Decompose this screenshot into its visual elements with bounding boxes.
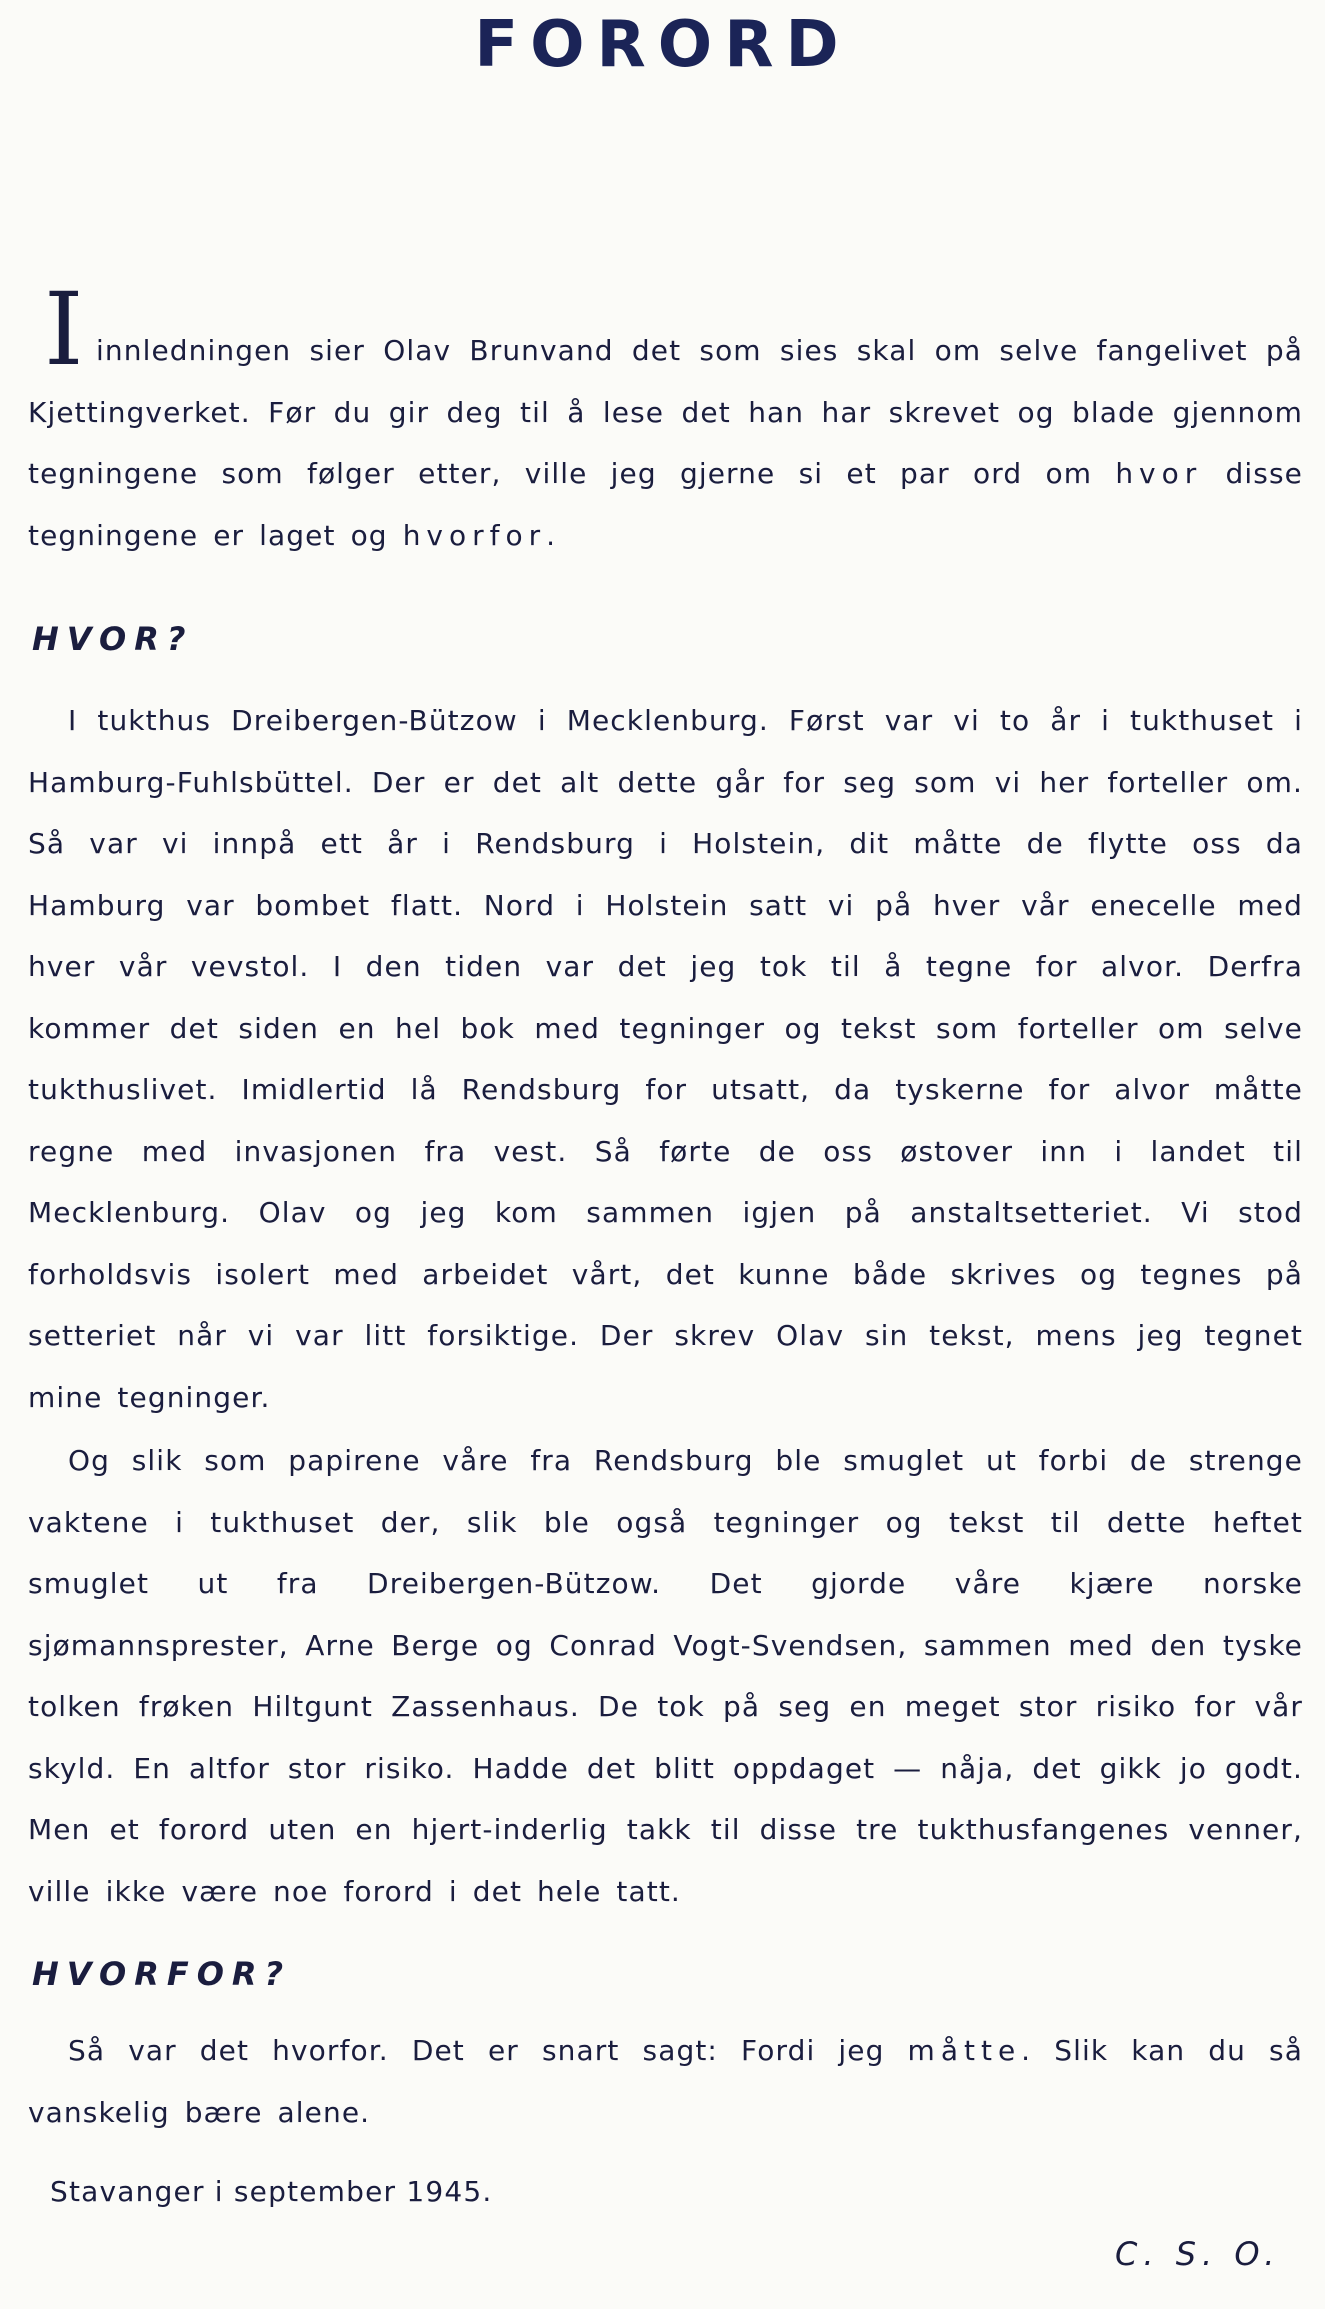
intro-text-end: .	[546, 518, 557, 552]
intro-text-start: innledningen sier Olav Brunvand det som sies skal om selve fangelivet på Kjettingverket. Før du gir deg til å lese det han har skrevet og blade gjennom tegningene som følger etter, ville jeg gjerne si et par ord om	[28, 334, 1303, 490]
hvor-paragraph-2: Og slik som papirene våre fra Rendsburg ble smuglet ut forbi de strenge vaktene i tukthuset der, slik ble også tegninger og tekst til dette heftet smuglet ut fra Dreibergen-Bützow. Det gjorde våre kjære norske sjømannsprester, Arne Berge og Conrad Vogt-Svendsen, sammen med den tyske tolken frøken Hiltgunt Zassenhaus. De tok på seg en meget stor risiko for vår skyld. En altfor stor risiko. Hadde det blitt oppdaget — nåja, det gikk jo godt. Men et forord uten en hjert-inderlig takk til disse tre tukthusfangenes venner, ville ikke være noe forord i det hele tatt.	[28, 1444, 1303, 1908]
section-heading-hvorfor: HVORFOR?	[32, 1955, 292, 1993]
closing-place-date: Stavanger i september 1945.	[50, 2175, 493, 2208]
hvorfor-text-end: . Slik kan du så vanskelig bære alene.	[28, 2034, 1303, 2129]
intro-emphasis-where: hvor	[1115, 457, 1203, 490]
hvorfor-emphasis: måtte	[907, 2034, 1022, 2067]
intro-paragraph	[28, 320, 1303, 566]
hvorfor-paragraph	[28, 2020, 1303, 2143]
signature: C. S. O.	[1115, 2235, 1281, 2273]
intro-emphasis-why: hvorfor	[402, 518, 547, 552]
intro-text-middle: disse tegningene er laget og	[28, 457, 1303, 552]
page-title: FORORD	[474, 8, 851, 82]
drop-cap: I	[44, 271, 84, 388]
section-heading-hvor: HVOR?	[32, 620, 194, 658]
hvorfor-text-start: Så var det hvorfor. Det er snart sagt: Fordi jeg	[68, 2034, 908, 2067]
hvor-paragraph-1: I tukthus Dreibergen-Bützow i Mecklenburg. Først var vi to år i tukthuset i Hamburg-Fuhlsbüttel. Der er det alt dette går for seg som vi her forteller om. Så var vi innpå ett år i Rendsburg i Holstein, dit måtte de flytte oss da Hamburg var bombet flatt. Nord i Holstein satt vi på hver vår enecelle med hver vår vevstol. I den tiden var det jeg tok til å tegne for alvor. Derfra kommer det siden en hel bok med tegninger og tekst som forteller om selve tukthuslivet. Imidlertid lå Rendsburg for utsatt, da tyskerne for alvor måtte regne med invasjonen fra vest. Så førte de oss østover inn i landet til Mecklenburg. Olav og jeg kom sammen igjen på anstaltsetteriet. Vi stod forholdsvis isolert med arbeidet vårt, det kunne både skrives og tegnes på setteriet når vi var litt forsiktige. Der skrev Olav sin tekst, mens jeg tegnet mine tegninger.	[28, 704, 1303, 1414]
